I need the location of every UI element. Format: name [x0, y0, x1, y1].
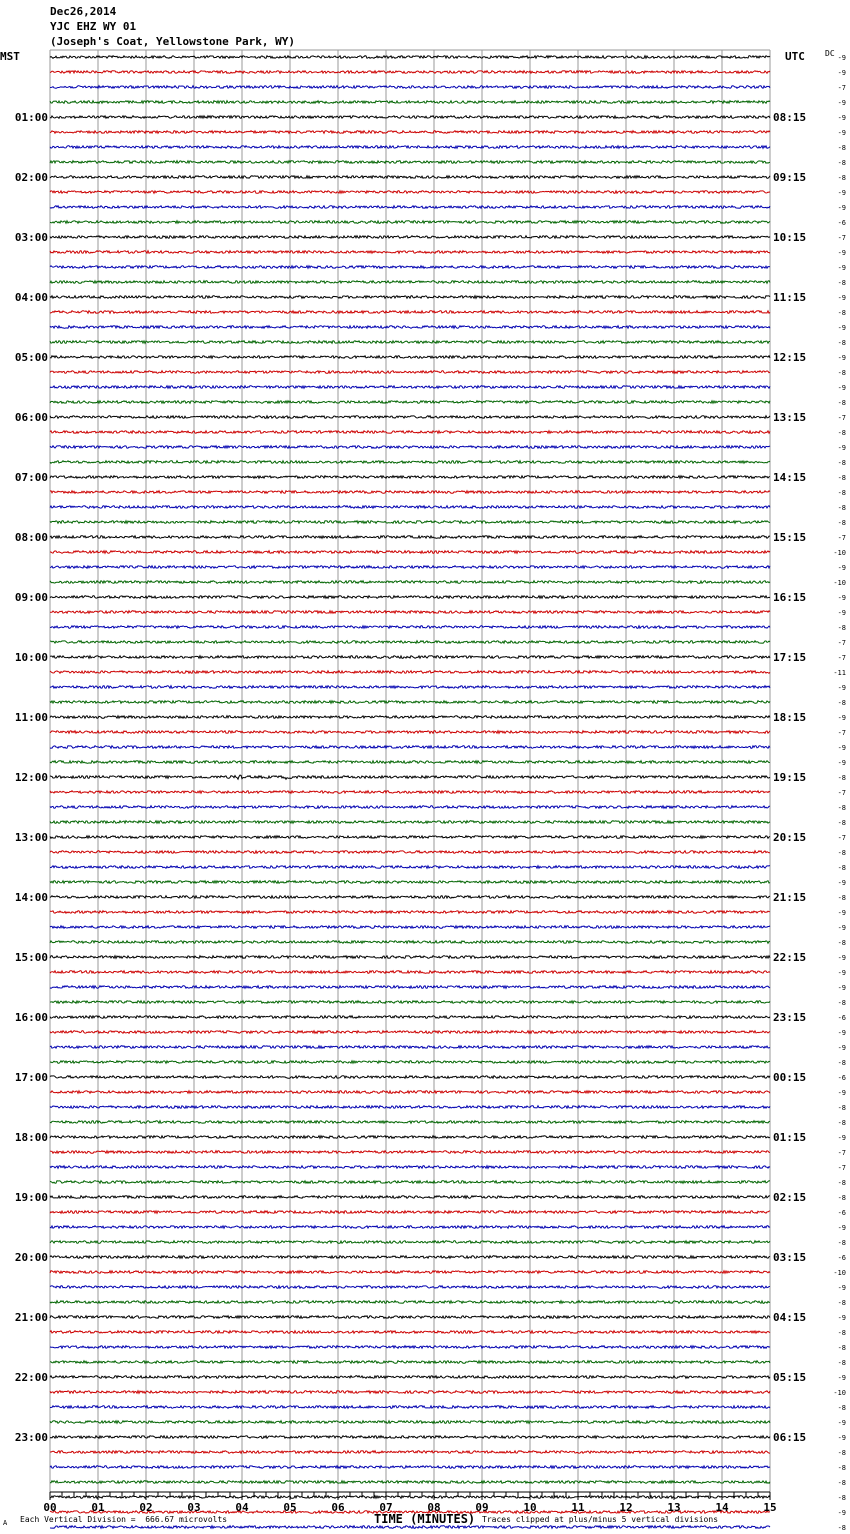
trace-row: [50, 1346, 770, 1349]
dc-offset-label: -11: [833, 669, 846, 677]
x-tick-label: 01: [91, 1501, 105, 1514]
trace-row: [50, 1211, 770, 1214]
dc-offset-label: -8: [837, 429, 846, 437]
trace-row: [50, 1166, 770, 1169]
trace-row: [50, 1136, 770, 1139]
trace-row: [50, 581, 770, 584]
dc-offset-label: -9: [837, 1134, 846, 1142]
dc-label: DC: [825, 49, 835, 58]
mst-hour-label: 18:00: [14, 1131, 48, 1144]
dc-offset-label: -7: [837, 1164, 846, 1172]
trace-row: [50, 1061, 770, 1064]
trace-row: [50, 131, 770, 134]
trace-row: [50, 71, 770, 74]
dc-offset-label: -7: [837, 639, 846, 647]
trace-row: [50, 566, 770, 569]
dc-offset-label: -10: [833, 1389, 846, 1397]
dc-offset-label: -8: [837, 939, 846, 947]
trace-row: [50, 1196, 770, 1199]
dc-offset-label: -8: [837, 474, 846, 482]
utc-hour-label: 08:15: [773, 111, 807, 124]
trace-row: [50, 116, 770, 119]
dc-offset-label: -9: [837, 354, 846, 362]
utc-hour-label: 12:15: [773, 351, 807, 364]
trace-row: [50, 191, 770, 194]
dc-offset-label: -7: [837, 84, 846, 92]
dc-offset-label: -8: [837, 774, 846, 782]
trace-row: [50, 881, 770, 884]
x-tick-label: 09: [475, 1501, 489, 1514]
dc-offset-label: -8: [837, 144, 846, 152]
trace-row: [50, 1466, 770, 1469]
dc-offset-label: -9: [837, 1284, 846, 1292]
dc-offset-label: -7: [837, 414, 846, 422]
row-labels: [15, 54, 846, 1534]
mst-hour-label: 12:00: [14, 771, 48, 784]
dc-offset-label: -8: [837, 309, 846, 317]
mst-hour-label: 05:00: [14, 351, 48, 364]
x-tick-label: 11: [571, 1501, 585, 1514]
trace-row: [50, 221, 770, 224]
trace-row: [50, 1286, 770, 1289]
trace-row: [50, 686, 770, 689]
dc-offset-label: -8: [837, 1464, 846, 1472]
dc-offset-label: -8: [837, 519, 846, 527]
dc-offset-label: -9: [837, 114, 846, 122]
trace-row: [50, 1421, 770, 1424]
trace-row: [50, 86, 770, 89]
x-tick-label: 00: [43, 1501, 57, 1514]
trace-row: [50, 176, 770, 179]
mst-hour-label: 17:00: [14, 1071, 48, 1084]
mst-hour-label: 23:00: [14, 1431, 48, 1444]
utc-hour-label: 13:15: [773, 411, 807, 424]
trace-row: [50, 1076, 770, 1079]
trace-row: [50, 1271, 770, 1274]
trace-row: [50, 671, 770, 674]
dc-offset-label: -8: [837, 624, 846, 632]
dc-offset-label: -8: [837, 369, 846, 377]
utc-hour-label: 23:15: [773, 1011, 807, 1024]
dc-offset-label: -9: [837, 384, 846, 392]
utc-hour-label: 09:15: [773, 171, 807, 184]
utc-hour-label: 10:15: [773, 231, 807, 244]
dc-offset-label: -8: [837, 1179, 846, 1187]
mst-hour-label: 16:00: [14, 1011, 48, 1024]
dc-offset-label: -9: [837, 759, 846, 767]
trace-row: [50, 926, 770, 929]
trace-row: [50, 656, 770, 659]
dc-offset-label: -7: [837, 534, 846, 542]
dc-offset-label: -9: [837, 1224, 846, 1232]
mst-hour-label: 10:00: [14, 651, 48, 664]
trace-row: [50, 1016, 770, 1019]
trace-row: [50, 161, 770, 164]
trace-row: [50, 701, 770, 704]
utc-label: UTC: [785, 50, 805, 63]
mst-hour-label: 09:00: [14, 591, 48, 604]
x-tick-label: 15: [763, 1501, 777, 1514]
trace-row: [50, 56, 770, 59]
x-tick-label: 02: [139, 1501, 153, 1514]
dc-offset-label: -8: [837, 459, 846, 467]
dc-offset-label: -10: [833, 549, 846, 557]
utc-hour-label: 22:15: [773, 951, 807, 964]
footer-mark: A: [3, 1519, 8, 1527]
mst-hour-label: 14:00: [14, 891, 48, 904]
trace-row: [50, 626, 770, 629]
dc-offset-label: -8: [837, 504, 846, 512]
dc-offset-label: -9: [837, 54, 846, 62]
trace-row: [50, 821, 770, 824]
dc-offset-label: -7: [837, 234, 846, 242]
mst-hour-label: 04:00: [14, 291, 48, 304]
dc-offset-label: -8: [837, 864, 846, 872]
x-tick-label: 13: [667, 1501, 681, 1514]
mst-hour-label: 19:00: [14, 1191, 48, 1204]
dc-offset-label: -7: [837, 834, 846, 842]
trace-row: [50, 251, 770, 254]
dc-offset-label: -9: [837, 924, 846, 932]
utc-hour-label: 14:15: [773, 471, 807, 484]
dc-offset-label: -8: [837, 1344, 846, 1352]
utc-hour-label: 17:15: [773, 651, 807, 664]
dc-offset-label: -8: [837, 1329, 846, 1337]
trace-row: [50, 911, 770, 914]
trace-row: [50, 1316, 770, 1319]
mst-hour-label: 01:00: [14, 111, 48, 124]
dc-offset-label: -8: [837, 1494, 846, 1502]
trace-row: [50, 446, 770, 449]
trace-row: [50, 341, 770, 344]
x-tick-label: 04: [235, 1501, 249, 1514]
trace-row: [50, 101, 770, 104]
trace-row: [50, 551, 770, 554]
trace-row: [50, 311, 770, 314]
trace-row: [50, 521, 770, 524]
dc-offset-label: -9: [837, 594, 846, 602]
dc-offset-label: -8: [837, 1104, 846, 1112]
trace-row: [50, 146, 770, 149]
dc-offset-label: -6: [837, 219, 846, 227]
trace-row: [50, 775, 770, 779]
dc-offset-label: -9: [837, 99, 846, 107]
x-tick-label: 10: [523, 1501, 537, 1514]
trace-row: [50, 431, 770, 434]
trace-row: [50, 1181, 770, 1184]
utc-hour-label: 19:15: [773, 771, 807, 784]
x-tick-label: 08: [427, 1501, 441, 1514]
trace-row: [50, 941, 770, 944]
x-tick-label: 14: [715, 1501, 729, 1514]
dc-offset-label: -9: [837, 1044, 846, 1052]
dc-offset-label: -9: [837, 984, 846, 992]
dc-offset-label: -9: [837, 69, 846, 77]
mst-hour-label: 07:00: [14, 471, 48, 484]
dc-offset-label: -9: [837, 1434, 846, 1442]
mst-hour-label: 06:00: [14, 411, 48, 424]
dc-offset-label: -8: [837, 1299, 846, 1307]
dc-offset-label: -8: [837, 804, 846, 812]
trace-row: [50, 1406, 770, 1409]
utc-hour-label: 06:15: [773, 1431, 807, 1444]
dc-offset-label: -8: [837, 1359, 846, 1367]
trace-row: [50, 851, 770, 854]
mst-hour-label: 02:00: [14, 171, 48, 184]
trace-row: [50, 1481, 770, 1484]
dc-offset-label: -9: [837, 879, 846, 887]
dc-offset-label: -10: [833, 1269, 846, 1277]
trace-row: [50, 386, 770, 389]
trace-row: [50, 731, 770, 734]
dc-offset-label: -8: [837, 174, 846, 182]
trace-row: [50, 371, 770, 374]
x-axis-title: TIME (MINUTES): [374, 1512, 476, 1526]
dc-offset-label: -8: [837, 1194, 846, 1202]
header-station: YJC EHZ WY 01: [50, 20, 137, 33]
utc-hour-label: 04:15: [773, 1311, 807, 1324]
dc-offset-label: -9: [837, 969, 846, 977]
trace-row: [50, 761, 770, 764]
utc-hour-label: 15:15: [773, 531, 807, 544]
dc-offset-label: -8: [837, 819, 846, 827]
trace-row: [50, 1451, 770, 1454]
trace-row: [50, 401, 770, 404]
trace-row: [50, 476, 770, 479]
trace-row: [50, 1226, 770, 1229]
trace-row: [50, 506, 770, 509]
dc-offset-label: -8: [837, 1479, 846, 1487]
mst-hour-label: 08:00: [14, 531, 48, 544]
trace-row: [50, 536, 770, 539]
dc-offset-label: -9: [837, 1419, 846, 1427]
trace-row: [50, 1436, 770, 1439]
dc-offset-label: -9: [837, 684, 846, 692]
dc-offset-label: -9: [837, 909, 846, 917]
trace-row: [50, 1241, 770, 1244]
mst-hour-label: 11:00: [14, 711, 48, 724]
trace-row: [50, 1151, 770, 1154]
utc-hour-label: 02:15: [773, 1191, 807, 1204]
dc-offset-label: -8: [837, 849, 846, 857]
dc-offset-label: -8: [837, 1524, 846, 1532]
dc-offset-label: -9: [837, 609, 846, 617]
header-date: Dec26,2014: [50, 5, 117, 18]
utc-hour-label: 21:15: [773, 891, 807, 904]
trace-row: [50, 356, 770, 359]
dc-offset-label: -7: [837, 654, 846, 662]
trace-row: [50, 1301, 770, 1304]
dc-offset-label: -9: [837, 324, 846, 332]
dc-offset-label: -7: [837, 789, 846, 797]
x-tick-label: 07: [379, 1501, 393, 1514]
dc-offset-label: -8: [837, 339, 846, 347]
trace-row: [50, 866, 770, 869]
mst-hour-label: 15:00: [14, 951, 48, 964]
trace-row: [50, 296, 770, 299]
dc-offset-label: -9: [837, 1314, 846, 1322]
trace-row: [50, 1106, 770, 1109]
dc-offset-label: -6: [837, 1254, 846, 1262]
mst-hour-label: 03:00: [14, 231, 48, 244]
trace-row: [50, 806, 770, 809]
dc-offset-label: -9: [837, 444, 846, 452]
dc-offset-label: -6: [837, 1209, 846, 1217]
dc-offset-label: -9: [837, 564, 846, 572]
trace-rows: [50, 56, 770, 1534]
mst-hour-label: 13:00: [14, 831, 48, 844]
trace-row: [50, 1256, 770, 1259]
trace-row: [50, 986, 770, 989]
dc-offset-label: -9: [837, 714, 846, 722]
trace-row: [50, 716, 770, 719]
dc-offset-label: -8: [837, 399, 846, 407]
trace-row: [50, 206, 770, 209]
mst-hour-label: 22:00: [14, 1371, 48, 1384]
trace-row: [50, 461, 770, 464]
trace-row: [50, 1046, 770, 1049]
trace-row: [50, 1031, 770, 1034]
trace-row: [50, 956, 770, 959]
mst-hour-label: 20:00: [14, 1251, 48, 1264]
dc-offset-label: -9: [837, 204, 846, 212]
trace-row: [50, 266, 770, 269]
scale-note: Each Vertical Division = 666.67 microvolts: [20, 1515, 228, 1524]
utc-hour-label: 01:15: [773, 1131, 807, 1144]
trace-row: [50, 1391, 770, 1394]
dc-offset-label: -8: [837, 159, 846, 167]
dc-offset-label: -8: [837, 489, 846, 497]
dc-offset-label: -9: [837, 249, 846, 257]
dc-offset-label: -9: [837, 1509, 846, 1517]
dc-offset-label: -6: [837, 1074, 846, 1082]
dc-offset-label: -9: [837, 294, 846, 302]
dc-offset-label: -8: [837, 279, 846, 287]
x-tick-label: 12: [619, 1501, 633, 1514]
trace-row: [50, 596, 770, 599]
clip-note: Traces clipped at plus/minus 5 vertical divisions: [482, 1515, 719, 1524]
x-tick-label: 06: [331, 1501, 345, 1514]
dc-offset-label: -9: [837, 189, 846, 197]
x-tick-label: 05: [283, 1501, 297, 1514]
dc-offset-label: -9: [837, 1374, 846, 1382]
utc-hour-label: 16:15: [773, 591, 807, 604]
trace-row: [50, 971, 770, 974]
utc-hour-label: 00:15: [773, 1071, 807, 1084]
dc-offset-label: -10: [833, 579, 846, 587]
utc-hour-label: 05:15: [773, 1371, 807, 1384]
utc-hour-label: 03:15: [773, 1251, 807, 1264]
trace-row: [50, 1376, 770, 1379]
trace-row: [50, 1001, 770, 1004]
trace-row: [50, 611, 770, 614]
dc-offset-label: -8: [837, 1239, 846, 1247]
dc-offset-label: -9: [837, 954, 846, 962]
trace-row: [50, 1331, 770, 1334]
trace-row: [50, 896, 770, 899]
dc-offset-label: -8: [837, 1119, 846, 1127]
utc-hour-label: 18:15: [773, 711, 807, 724]
dc-offset-label: -8: [837, 1404, 846, 1412]
trace-row: [50, 236, 770, 239]
header-location: (Joseph's Coat, Yellowstone Park, WY): [50, 35, 296, 48]
trace-row: [50, 416, 770, 419]
dc-offset-label: -9: [837, 264, 846, 272]
trace-row: [50, 746, 770, 749]
dc-offset-label: -7: [837, 729, 846, 737]
dc-offset-label: -8: [837, 894, 846, 902]
trace-row: [50, 1091, 770, 1094]
dc-offset-label: -9: [837, 744, 846, 752]
trace-row: [50, 791, 770, 794]
trace-row: [50, 491, 770, 494]
dc-offset-label: -8: [837, 699, 846, 707]
dc-offset-label: -8: [837, 1449, 846, 1457]
dc-offset-label: -9: [837, 1089, 846, 1097]
trace-row: [50, 836, 770, 839]
trace-row: [50, 1121, 770, 1124]
dc-offset-label: -9: [837, 1029, 846, 1037]
dc-offset-label: -8: [837, 1059, 846, 1067]
mst-hour-label: 21:00: [14, 1311, 48, 1324]
trace-row: [50, 641, 770, 644]
dc-offset-label: -8: [837, 999, 846, 1007]
x-tick-label: 03: [187, 1501, 201, 1514]
utc-hour-label: 20:15: [773, 831, 807, 844]
dc-offset-label: -6: [837, 1014, 846, 1022]
utc-hour-label: 11:15: [773, 291, 807, 304]
trace-row: [50, 1526, 770, 1529]
trace-row: [50, 281, 770, 284]
dc-offset-label: -9: [837, 129, 846, 137]
trace-row: [50, 1361, 770, 1364]
trace-row: [50, 326, 770, 329]
dc-offset-label: -7: [837, 1149, 846, 1157]
mst-label: MST: [0, 50, 20, 63]
